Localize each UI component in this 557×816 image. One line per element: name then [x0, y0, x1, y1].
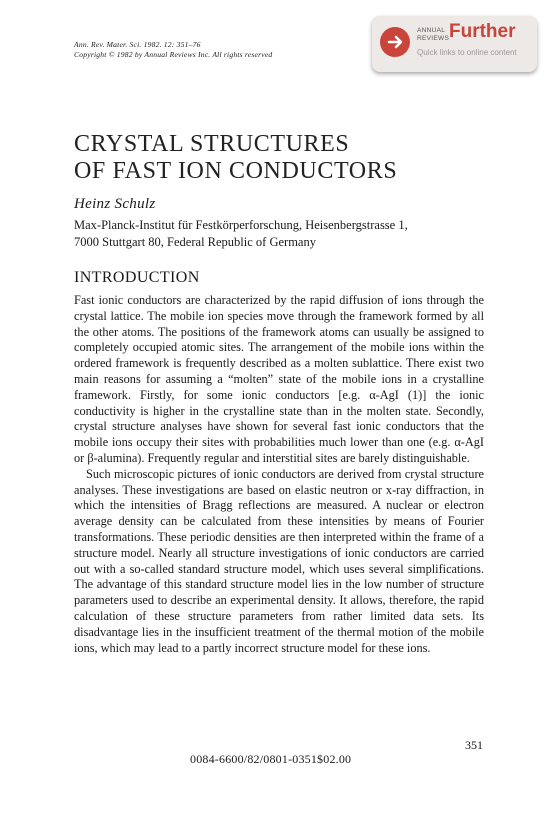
affiliation-line-2: 7000 Stuttgart 80, Federal Republic of Germany [74, 235, 316, 249]
arrow-icon [380, 27, 410, 57]
title-line-1: CRYSTAL STRUCTURES [74, 131, 350, 157]
affiliation-line-1: Max-Planck-Institut für Festkörperforschung, Heisenbergstrasse 1, [74, 218, 408, 232]
author-name: Heinz Schulz [74, 196, 156, 212]
copyright-line: Copyright © 1982 by Annual Reviews Inc. All rights reserved [74, 50, 273, 59]
title-line-2: OF FAST ION CONDUCTORS [74, 158, 398, 184]
further-tagline: Quick links to online content [417, 48, 517, 57]
section-heading: INTRODUCTION [74, 269, 200, 286]
article-body [74, 293, 484, 656]
body-paragraph: Fast ionic conductors are characterized by the rapid diffusion of ions through the crystal lattice. The mobile ion species move through the framework formed by all the other atoms. The positions of the framework atoms can usually be assigned to completely occupied atomic sites. The arrangement of the mobile ions within the ordered framework is frequently described as a molten sublattice. There exist two main reasons for assuming a “molten” state of the mobile ions in a crystalline framework. Firstly, for some ionic conductors [e.g. α-AgI (1)] the ionic conductivity is higher in the crystalline state than in the molten state. Secondly, crystal structure analyses have shown for several fast ionic conductors that the mobile ions occupy their sites with probabilities much lower than one (e.g. α-AgI or β-alumina). Frequently regular and interstitial sites are barely distinguishable. [74, 293, 484, 465]
author-affiliation [74, 217, 494, 251]
journal-line: Ann. Rev. Mater. Sci. 1982. 12: 351–76 [74, 40, 201, 49]
article-title [74, 131, 397, 185]
reviews-label: REVIEWS [417, 34, 450, 42]
further-label: Further [449, 21, 516, 42]
annual-label: ANNUAL [417, 27, 446, 34]
body-paragraph: Such microscopic pictures of ionic conductors are derived from crystal structure analyses. These investigations are based on elastic neutron or x-ray diffraction, in which the intensities of Bragg reflections are measured. A nuclear or electron average density can be calculated from these intensities by means of Fourier transformations. These periodic densities are then interpreted within the frame of a structure model. Nearly all structure investigations of ionic conductors are carried out with a so-called standard structure model, which uses several simplifications. The advantage of this standard structure model lies in the low number of structure parameters used to describe an experimental density. It allows, therefore, the rapid calculation of these structure parameters from rather limited data sets. Its disadvantage lies in the insufficient treatment of the thermal motion of the mobile ions, which may lead to a partly incorrect structure model for these ions. [74, 466, 484, 655]
page-number: 351 [465, 738, 483, 752]
annual-reviews-logo [417, 27, 450, 42]
article-code: 0084-6600/82/0801-0351$02.00 [190, 752, 352, 766]
further-badge[interactable] [372, 16, 537, 72]
journal-citation [74, 40, 272, 60]
